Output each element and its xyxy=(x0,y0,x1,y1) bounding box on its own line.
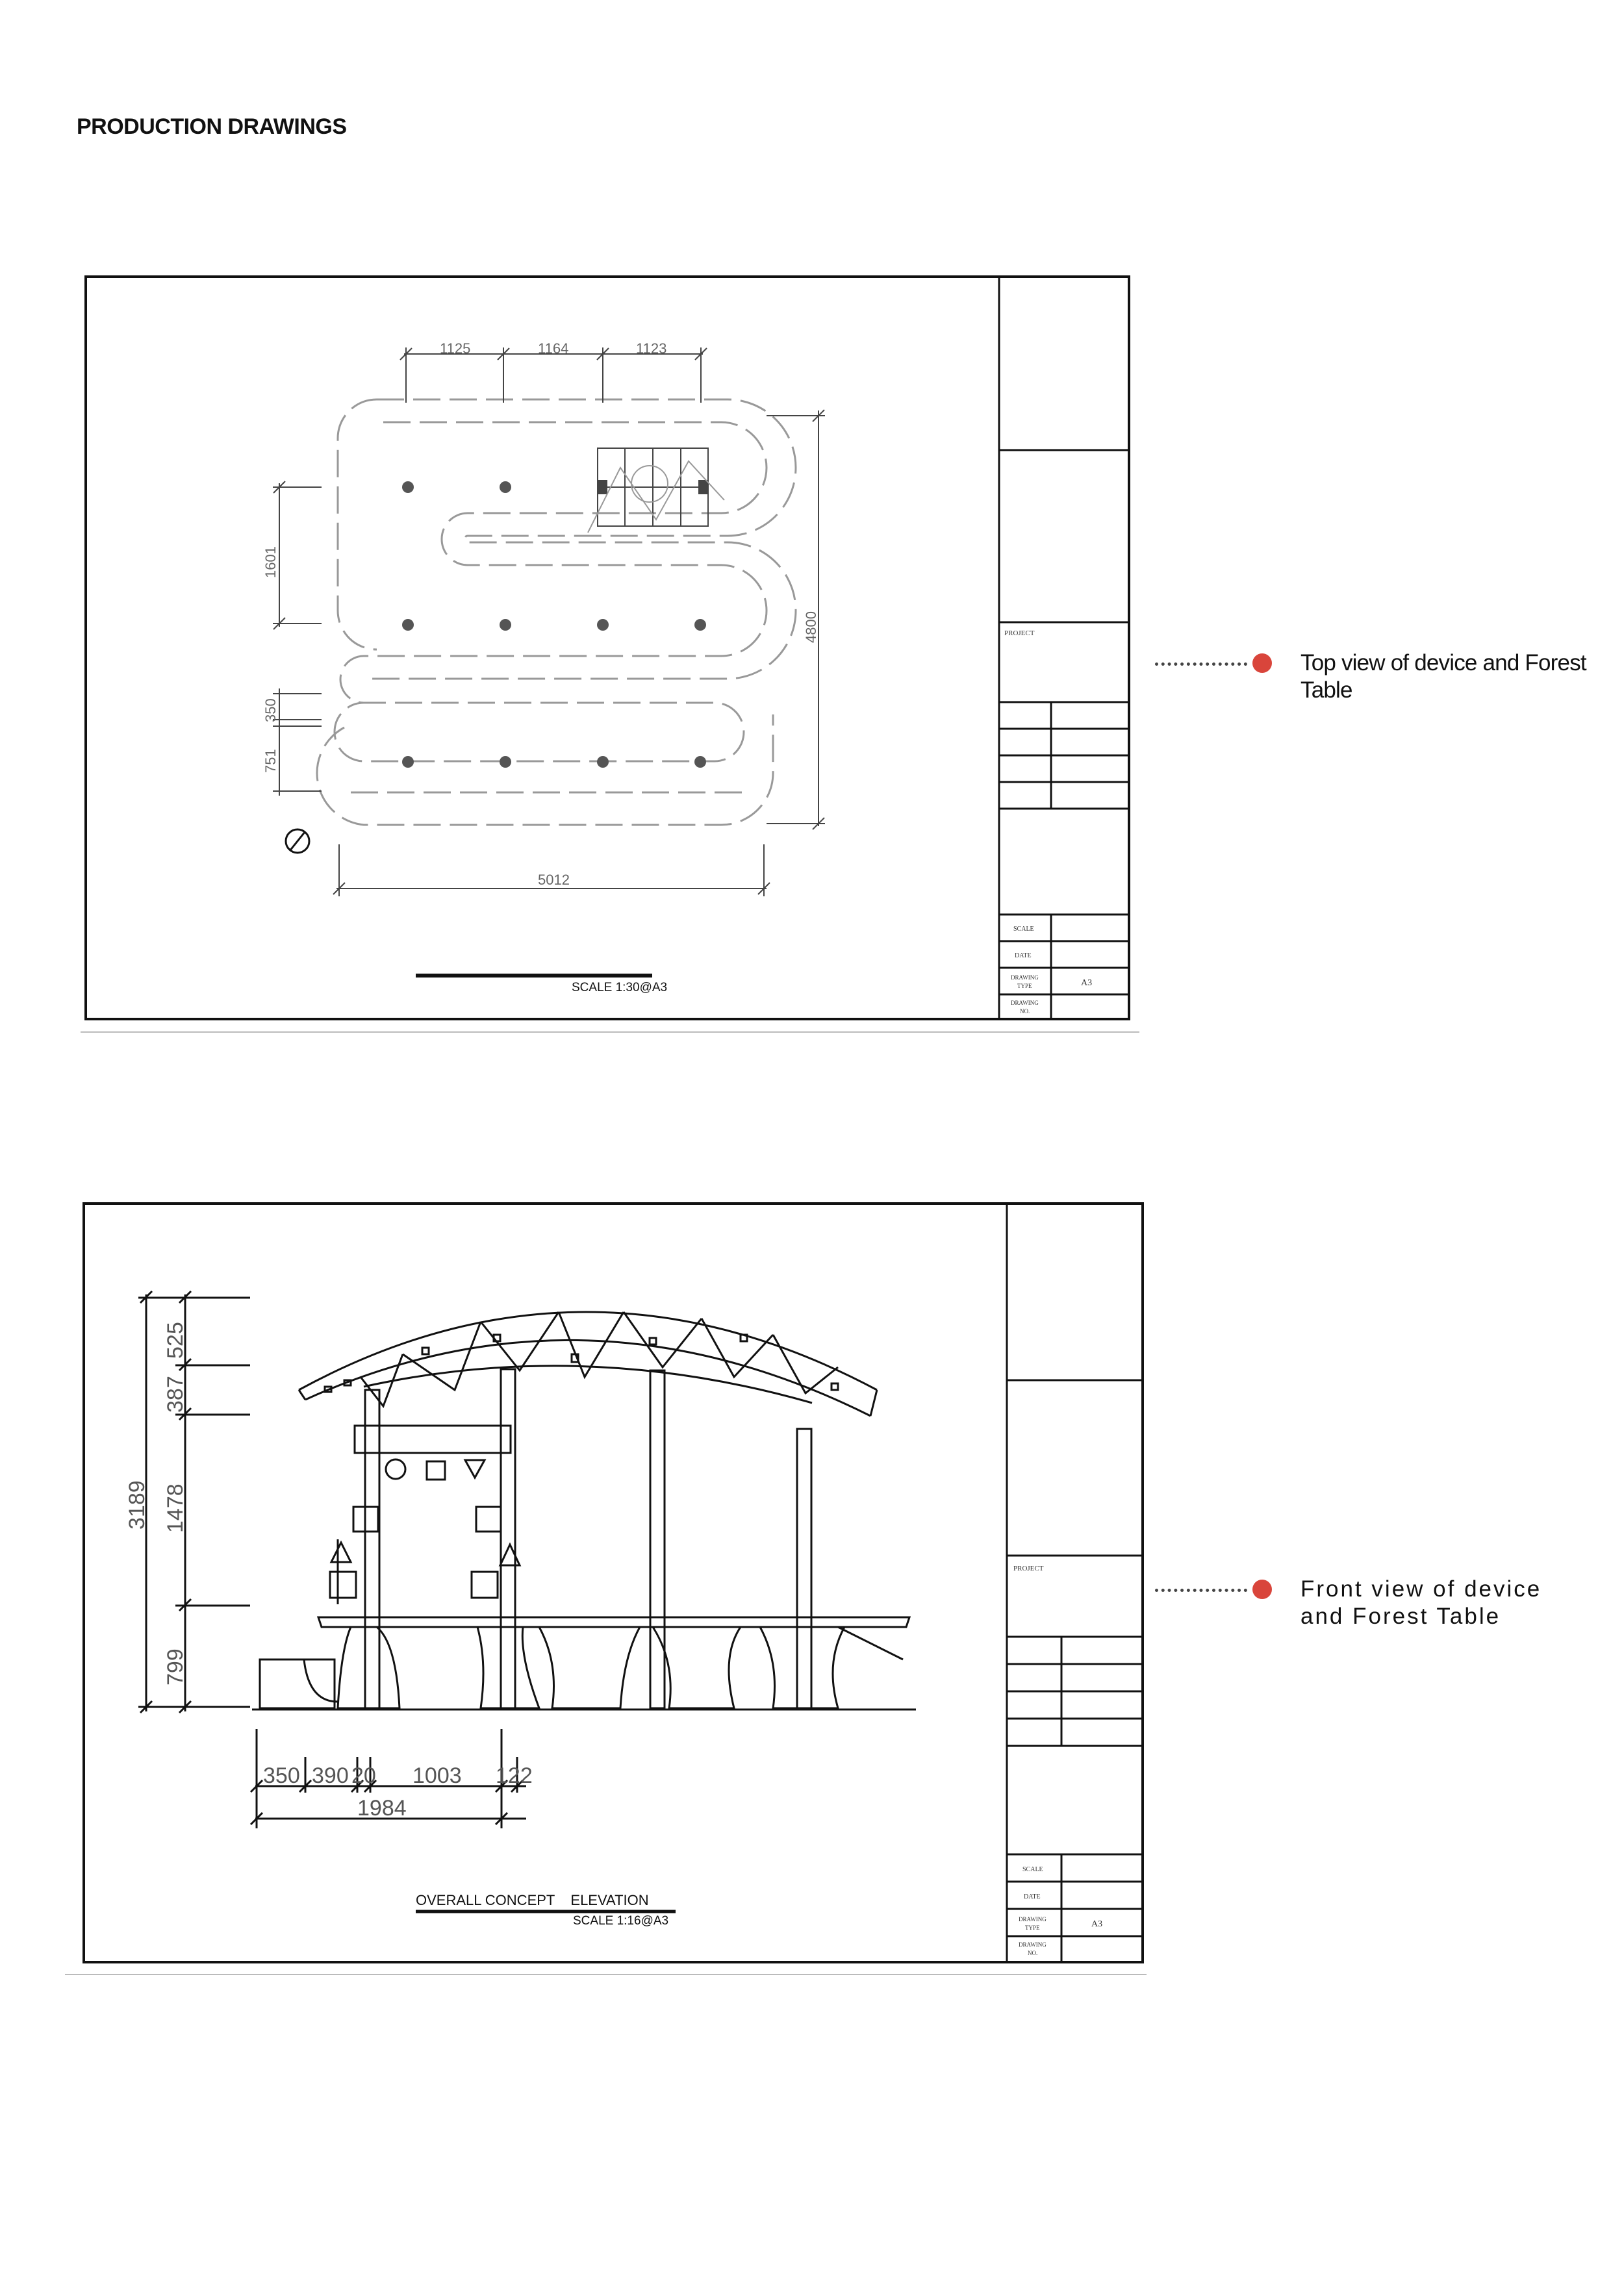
title-block-drawing-type-label-2: TYPE xyxy=(1017,983,1032,989)
dim-left-799: 799 xyxy=(163,1648,188,1685)
top-view-callout xyxy=(1155,650,1593,704)
scale-label: SCALE 1:30@A3 xyxy=(572,981,668,994)
sheet-frame xyxy=(84,1204,1143,1962)
title-block-drawing-no-label-2: NO. xyxy=(1020,1008,1030,1015)
title-block-project-label: PROJECT xyxy=(1013,1565,1044,1572)
dim-left-1478: 1478 xyxy=(163,1483,188,1533)
title-block-drawing-type-label-2: TYPE xyxy=(1025,1924,1040,1931)
callout-text: Front view of device and Forest Table xyxy=(1300,1576,1542,1629)
title-block-date-label: DATE xyxy=(1024,1893,1041,1900)
dim-top-3: 1123 xyxy=(636,340,667,357)
title-block-drawing-no-label-2: NO. xyxy=(1028,1950,1038,1956)
title-block-project-label: PROJECT xyxy=(1004,629,1035,637)
columns-elevation xyxy=(355,1369,811,1708)
title-block-scale-label: SCALE xyxy=(1022,1866,1043,1873)
title-block-drawing-type-value: A3 xyxy=(1081,978,1093,988)
callout-text: Top view of device and Forest Table xyxy=(1300,650,1586,703)
title-block-drawing-type-label: DRAWING xyxy=(1019,1916,1047,1923)
title-block-date-label: DATE xyxy=(1015,952,1032,959)
title-block-drawing-no-label: DRAWING xyxy=(1019,1941,1047,1948)
title-block-drawing-type-value: A3 xyxy=(1091,1919,1103,1929)
title-block-scale-label: SCALE xyxy=(1013,926,1034,933)
dim-bottom-1003: 1003 xyxy=(412,1763,462,1788)
hanging-shapes xyxy=(330,1459,520,1604)
dim-left-lower: 751 xyxy=(262,749,279,773)
dim-left-upper: 1601 xyxy=(262,546,279,578)
dim-bottom: 5012 xyxy=(538,872,570,888)
leader-dots xyxy=(1155,1589,1247,1592)
title-block-drawing-type-label: DRAWING xyxy=(1011,974,1039,981)
title-block xyxy=(1007,1204,1143,1962)
dim-top-1: 1125 xyxy=(440,340,471,357)
callout-marker xyxy=(1252,653,1272,673)
dim-top-2: 1164 xyxy=(538,340,569,357)
dim-right: 4800 xyxy=(803,611,819,643)
page-title: PRODUCTION DRAWINGS xyxy=(77,114,347,139)
canopy-elevation xyxy=(299,1312,877,1416)
dim-bottom-total: 1984 xyxy=(357,1796,407,1821)
dim-bottom-350: 350 xyxy=(263,1763,300,1788)
callout-marker xyxy=(1252,1580,1272,1599)
dim-left-total: 3189 xyxy=(125,1480,149,1530)
leader-dots xyxy=(1155,662,1247,666)
front-view-callout xyxy=(1155,1576,1593,1630)
dim-bottom-390: 390 xyxy=(312,1763,349,1788)
drawing-title: OVERALL CONCEPT ELEVATION xyxy=(416,1892,649,1908)
dim-left-387: 387 xyxy=(163,1376,188,1413)
dim-bottom-122: 122 xyxy=(496,1763,533,1788)
title-block-drawing-no-label: DRAWING xyxy=(1011,1000,1039,1006)
scale-label: SCALE 1:16@A3 xyxy=(573,1914,669,1928)
dim-left-mid: 350 xyxy=(262,698,279,722)
dim-left-525: 525 xyxy=(163,1322,188,1359)
dim-bottom-20: 20 xyxy=(351,1763,376,1788)
